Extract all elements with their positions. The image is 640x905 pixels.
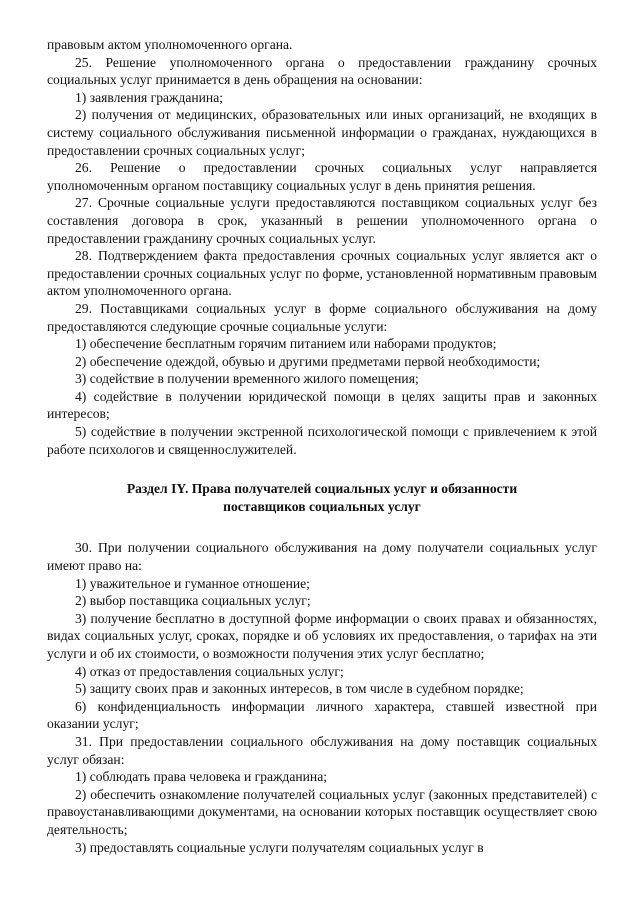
paragraph: 4) отказ от предоставления социальных услуг; xyxy=(75,663,344,679)
paragraph: 2) обеспечить ознакомление получателей социальных услуг (законных представителей) с правоустанавливающими документами, на основании которых поставщик осуществляет свою деятельность; xyxy=(47,786,597,837)
paragraph: 6) конфиденциальность информации личного характера, ставшей известной при оказании услуг; xyxy=(47,698,597,732)
paragraph: 27. Срочные социальные услуги предоставляются поставщиком социальных услуг без составления договора в срок, указанный в решении уполномоченного органа о предоставлении гражданину срочных социальных услуг. xyxy=(47,195,597,246)
paragraph: 1) уважительное и гуманное отношение; xyxy=(75,575,310,591)
paragraph: 31. При предоставлении социального обслуживания на дому поставщик социальных услуг обязан: xyxy=(47,733,597,767)
paragraph: 3) получение бесплатно в доступной форме информации о своих правах и обязанностях, видах социальных услуг, сроках, порядке и об условиях их предоставления, о тарифах на эти услуги и об их стоимости, о возможности получения этих услуг бесплатно; xyxy=(47,610,597,661)
section-heading-line-2: поставщиков социальных услуг xyxy=(223,498,421,514)
paragraph: 30. При получении социального обслуживания на дому получатели социальных услуг имеют право на: xyxy=(47,540,597,574)
paragraph: 5) содействие в получении экстренной психологической помощи с привлечением к этой работе психологов и священнослужителей. xyxy=(47,424,597,457)
paragraph: 1) обеспечение бесплатным горячим питанием или наборами продуктов; xyxy=(75,336,497,352)
paragraph: 5) защиту своих прав и законных интересов, в том числе в судебном порядке; xyxy=(75,681,524,697)
paragraph: 26. Решение о предоставлении срочных социальных услуг направляется уполномоченным органом поставщику социальных услуг в день принятия решения. xyxy=(47,160,597,193)
paragraph: 2) выбор поставщика социальных услуг; xyxy=(75,593,311,609)
paragraph: правовым актом уполномоченного органа. xyxy=(47,37,293,52)
paragraph: 1) соблюдать права человека и гражданина; xyxy=(75,769,328,785)
paragraph: 25. Решение уполномоченного органа о предоставлении гражданину срочных социальных услуг принимается в день обращения на основании: xyxy=(47,54,597,88)
paragraph: 3) содействие в получении временного жилого помещения; xyxy=(75,371,419,387)
paragraph: 2) получения от медицинских, образовательных или иных организаций, не входящих в систему социального обслуживания письменной информации о гражданах, нуждающихся в предоставлении срочных социальных услуг; xyxy=(47,107,597,158)
text-block-bottom xyxy=(47,539,597,856)
paragraph: 3) предоставлять социальные услуги получателям социальных услуг в xyxy=(75,839,484,855)
paragraph: 4) содействие в получении юридической помощи в целях защиты прав и законных интересов; xyxy=(47,388,597,422)
paragraph: 1) заявления гражданина; xyxy=(75,89,224,105)
paragraph: 2) обеспечение одеждой, обувью и другими предметами первой необходимости; xyxy=(75,353,541,369)
section-heading-line-1: Раздел IY. Права получателей социальных услуг и обязанности xyxy=(126,481,518,497)
paragraph: 28. Подтверждением факта предоставления срочных социальных услуг является акт о предоставлении срочных социальных услуг по форме, установленной нормативным правовым актом уполномоченного органа. xyxy=(47,248,597,299)
section-heading xyxy=(47,480,597,515)
text-block-top xyxy=(47,36,597,458)
paragraph: 29. Поставщиками социальных услуг в форме социального обслуживания на дому предоставляются следующие срочные социальные услуги: xyxy=(47,300,597,334)
